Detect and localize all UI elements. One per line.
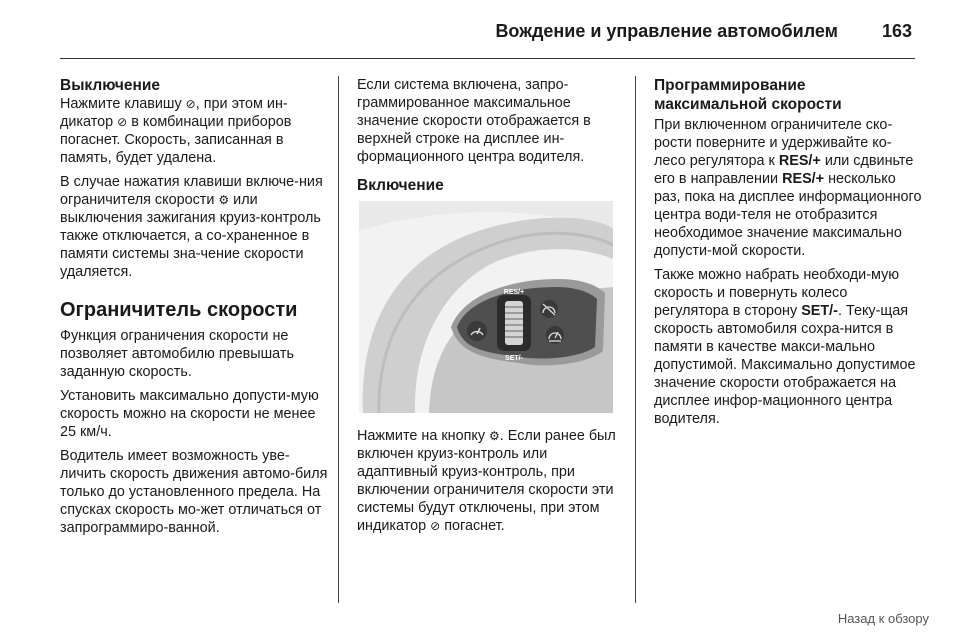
res-label: RES/+ <box>782 171 825 187</box>
cruise-indicator-icon: ⊘ <box>430 519 441 533</box>
column-divider <box>338 76 339 603</box>
speed-limiter-icon: ⚙ <box>489 429 500 443</box>
res-label: RES/+ <box>778 153 821 169</box>
section-heading-programming: Программирование максимальной скорости <box>654 77 842 113</box>
wheel-res-label: RES/+ <box>503 289 525 296</box>
paragraph: Функция ограничения скорости не позволяет автомобилю превышать заданную скорость. <box>60 328 294 380</box>
page-header-title: Вождение и управление автомобилем <box>495 21 838 41</box>
column-1 <box>60 76 330 543</box>
cruise-off-icon: ⊘ <box>185 97 196 111</box>
paragraph: Если система включена, запро-граммированное максимальное значение скорости отображается в верхней строке на дисплее ин-формационного центра водителя. <box>357 77 591 165</box>
steering-wheel-illustration <box>359 201 613 413</box>
paragraph: Нажмите клавишу ⊘, при этом ин-дикатор ⊘ в комбинации приборов погаснет. Скорость, записанная в память, будет удалена. <box>60 96 292 166</box>
column-divider <box>635 76 636 603</box>
header-divider <box>60 58 915 59</box>
paragraph: Установить максимально допусти-мую скорость можно на скорости не менее 25 км/ч. <box>60 388 319 440</box>
cruise-indicator-icon: ⊘ <box>117 115 128 129</box>
paragraph: При включенном ограничителе ско-рости поверните и удерживайте ко-лесо регулятора к RES/+ или сдвиньте его в направлении RES/+ несколько раз, пока на дисплее информационного центра води-теля не отобразится необходимое значение максимально допусти-мой скорости. <box>654 117 922 259</box>
paragraph: Также можно набрать необходи-мую скорость и повернуть колесо регулятора в сторону SET/-. Теку-щая скорость автомобиля сохра-нится в памяти в качестве макси-мально допустимой. Максимально допустимое значение скорости отображается на дисплее инфор-мационного центра водителя. <box>654 267 916 427</box>
section-heading-limiter: Ограничитель скорости <box>60 299 298 321</box>
set-label: SET/- <box>801 303 838 319</box>
column-2 <box>357 76 622 541</box>
page-number: 163 <box>882 21 913 41</box>
wheel-set-label: SET/- <box>505 355 523 362</box>
column-3 <box>654 76 922 434</box>
paragraph: Водитель имеет возможность уве-личить скорость движения автомо-биля только до установленного предела. На спусках скорость мо-жет отличаться от запрограммиро-ванной. <box>60 448 328 536</box>
paragraph: Нажмите на кнопку ⚙. Если ранее был включен круиз-контроль или адаптивный круиз-контроль, при включении ограничителя скорости эти системы будут отключены, при этом индикатор ⊘ погаснет. <box>357 428 616 534</box>
paragraph: В случае нажатия клавиши включе-ния ограничителя скорости ⚙ или выключения зажигания круиз-контроль также отключается, а со-храненное в памяти системы зна-чение скорости удаляется. <box>60 174 323 280</box>
speed-limiter-icon: ⚙ <box>218 193 230 207</box>
section-heading-off: Выключение <box>60 77 161 94</box>
back-to-overview-link[interactable]: Назад к обзору <box>837 611 929 626</box>
section-heading-on: Включение <box>357 177 444 194</box>
